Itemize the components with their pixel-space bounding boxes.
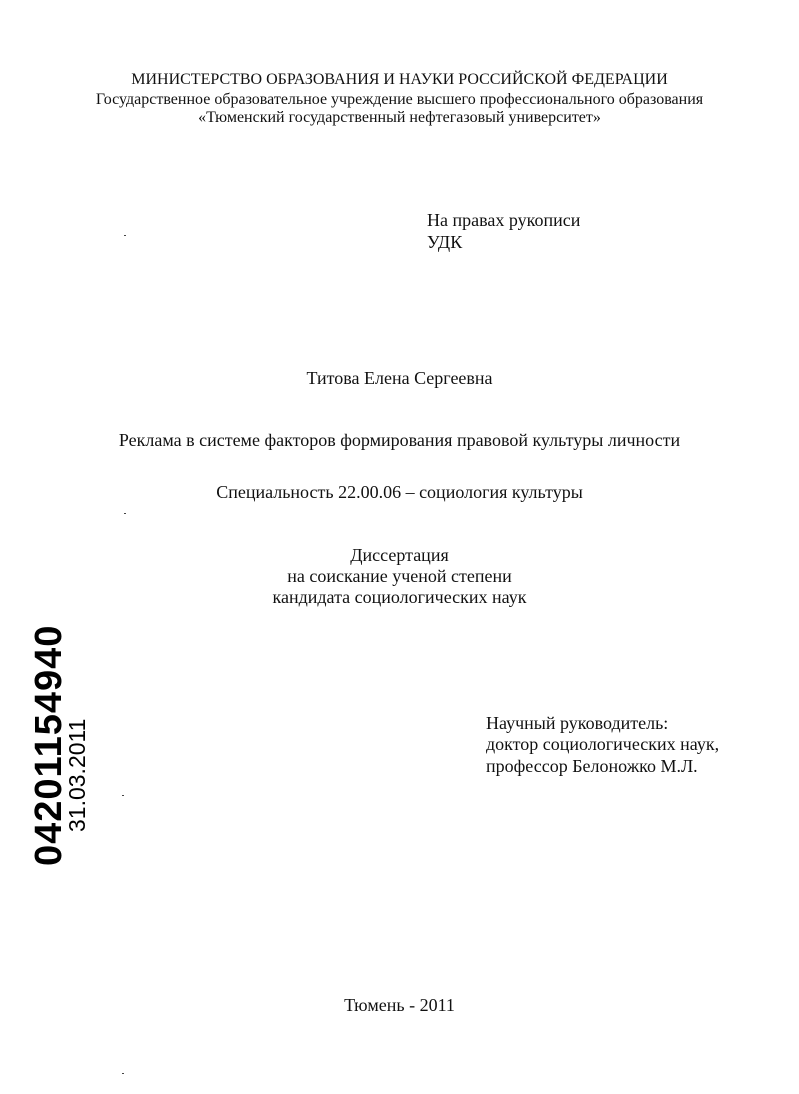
- scan-speck: [124, 235, 126, 236]
- supervisor-degree: доктор социологических наук,: [486, 734, 720, 754]
- supervisor-label: Научный руководитель:: [486, 713, 669, 733]
- scan-speck: [122, 795, 124, 796]
- place-year: Тюмень - 2011: [344, 995, 455, 1015]
- manuscript-rights: На правах рукописи: [427, 210, 581, 230]
- degree-type-line: кандидата социологических наук: [272, 587, 527, 607]
- dissertation-title: Реклама в системе факторов формирования правовой культуры личности: [118, 430, 681, 450]
- scan-speck: [122, 1073, 124, 1074]
- library-stamp-date: 31.03.2011: [64, 718, 90, 832]
- degree-line: на соискание ученой степени: [287, 566, 512, 586]
- udk-label: УДК: [427, 232, 463, 252]
- specialty-line: Специальность 22.00.06 – социология культуры: [216, 482, 583, 502]
- institution-type-line: Государственное образовательное учреждение высшего профессионального образования: [95, 91, 704, 108]
- university-line: «Тюменский государственный нефтегазовый университет»: [198, 109, 601, 126]
- supervisor-name: профессор Белоножко М.Л.: [486, 756, 698, 776]
- author-name: Титова Елена Сергеевна: [306, 368, 493, 388]
- library-stamp-number: 04201154940: [28, 624, 70, 866]
- ministry-line: МИНИСТЕРСТВО ОБРАЗОВАНИЯ И НАУКИ РОССИЙСКОЙ ФЕДЕРАЦИИ: [131, 71, 668, 88]
- scan-speck: [124, 513, 126, 514]
- dissertation-label: Диссертация: [350, 545, 449, 565]
